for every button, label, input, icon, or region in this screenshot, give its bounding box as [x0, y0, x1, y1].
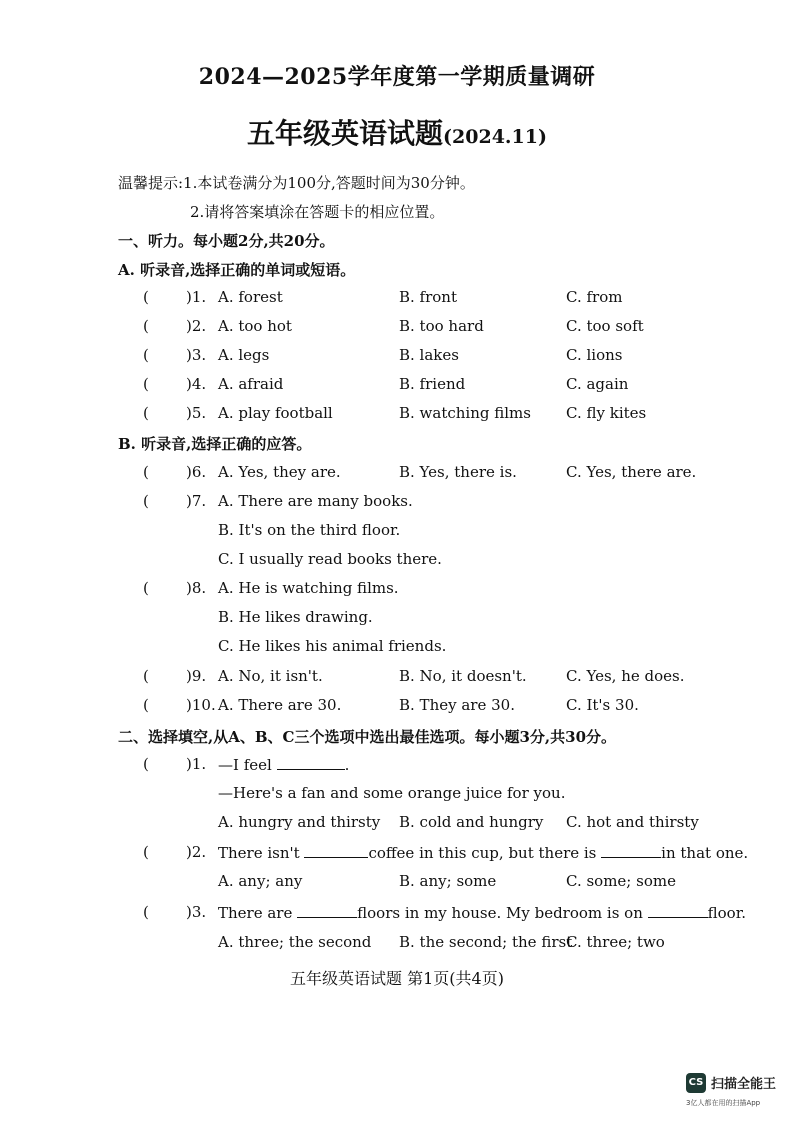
option-c: C. from: [566, 288, 623, 306]
stem-part: There are: [218, 904, 293, 922]
answer-blank: [304, 843, 368, 858]
question-stem: [218, 903, 746, 922]
answer-paren: (: [143, 346, 149, 364]
stem-part: .: [344, 756, 350, 774]
option-c: C. lions: [566, 346, 623, 364]
option-b: B. watching films: [399, 404, 531, 422]
scanner-app-tagline: 3亿人都在用的扫描App: [686, 1099, 761, 1107]
option-b: B. too hard: [399, 317, 484, 335]
option-c: C. Yes, there are.: [566, 463, 697, 481]
answer-paren: (: [143, 843, 149, 861]
question-number: )2.: [186, 317, 207, 335]
option-b: B. It's on the third floor.: [218, 521, 401, 539]
section-1-heading: 一、听力。每小题2分,共20分。: [118, 232, 335, 250]
answer-blank: [297, 903, 357, 918]
stem-part: There isn't: [218, 844, 300, 862]
tip-line-2: 2.请将答案填涂在答题卡的相应位置。: [190, 203, 445, 221]
question-number: )8.: [186, 579, 207, 597]
answer-paren: (: [143, 404, 149, 422]
option-b: B. He likes drawing.: [218, 608, 373, 626]
part-b-heading: B. 听录音,选择正确的应答。: [118, 435, 312, 453]
exam-title-main: 五年级英语试题: [247, 117, 444, 150]
question-number: )9.: [186, 667, 207, 685]
option-c: C. again: [566, 375, 629, 393]
option-c: C. It's 30.: [566, 696, 639, 714]
option-b: B. any; some: [399, 872, 497, 890]
option-a: A. play football: [218, 404, 333, 422]
question-stem: [218, 755, 349, 774]
exam-date: (2024.11): [443, 126, 547, 148]
option-c: C. three; two: [566, 933, 665, 951]
option-c: C. He likes his animal friends.: [218, 637, 447, 655]
answer-paren: (: [143, 492, 149, 510]
scanner-app-name: 扫描全能王: [711, 1077, 777, 1092]
option-a: A. too hot: [218, 317, 292, 335]
question-number: )1.: [186, 755, 207, 773]
stem-part: —I feel: [218, 756, 272, 774]
question-number: )4.: [186, 375, 207, 393]
option-c: C. fly kites: [566, 404, 647, 422]
answer-paren: (: [143, 696, 149, 714]
option-b: B. Yes, there is.: [399, 463, 517, 481]
question-number: )2.: [186, 843, 207, 861]
question-number: )1.: [186, 288, 207, 306]
page-footer: 五年级英语试题 第1页(共4页): [290, 969, 504, 988]
section-2-heading: 二、选择填空,从A、B、C三个选项中选出最佳选项。每小题3分,共30分。: [118, 728, 617, 746]
option-a: A. Yes, they are.: [218, 463, 341, 481]
answer-paren: (: [143, 579, 149, 597]
answer-paren: (: [143, 755, 149, 773]
stem-part: in that one.: [661, 844, 749, 862]
option-b: B. They are 30.: [399, 696, 515, 714]
question-stem: [218, 843, 748, 862]
option-c: C. too soft: [566, 317, 644, 335]
answer-paren: (: [143, 667, 149, 685]
exam-title-term: 2024—2025学年度第一学期质量调研: [198, 64, 596, 90]
question-stem-line-2: —Here's a fan and some orange juice for you.: [218, 784, 566, 802]
scanner-logo-icon: CS: [686, 1073, 706, 1093]
stem-part: floors in my house. My bedroom is on: [357, 904, 643, 922]
part-a-heading: A. 听录音,选择正确的单词或短语。: [118, 261, 356, 279]
option-b: B. front: [399, 288, 458, 306]
option-a: A. afraid: [218, 375, 284, 393]
option-c: C. I usually read books there.: [218, 550, 442, 568]
option-b: B. cold and hungry: [399, 813, 544, 831]
answer-paren: (: [143, 288, 149, 306]
question-number: )5.: [186, 404, 207, 422]
option-a: A. hungry and thirsty: [218, 813, 381, 831]
answer-paren: (: [143, 317, 149, 335]
question-number: )3.: [186, 346, 207, 364]
question-number: )10.: [186, 696, 216, 714]
answer-blank: [601, 843, 661, 858]
answer-blank: [277, 755, 345, 770]
tip-line-1: 温馨提示:1.本试卷满分为100分,答题时间为30分钟。: [118, 174, 475, 192]
option-a: A. three; the second: [218, 933, 372, 951]
answer-blank: [648, 903, 708, 918]
option-a: A. legs: [218, 346, 270, 364]
option-a: A. There are 30.: [218, 696, 342, 714]
option-c: C. some; some: [566, 872, 676, 890]
option-a: A. There are many books.: [218, 492, 413, 510]
question-number: )3.: [186, 903, 207, 921]
option-b: B. lakes: [399, 346, 459, 364]
exam-title: [0, 112, 794, 152]
option-a: A. forest: [218, 288, 283, 306]
answer-paren: (: [143, 463, 149, 481]
question-number: )7.: [186, 492, 207, 510]
stem-part: coffee in this cup, but there is: [368, 844, 597, 862]
option-a: A. any; any: [218, 872, 303, 890]
option-c: C. hot and thirsty: [566, 813, 699, 831]
answer-paren: (: [143, 375, 149, 393]
option-a: A. He is watching films.: [218, 579, 399, 597]
option-a: A. No, it isn't.: [218, 667, 323, 685]
question-number: )6.: [186, 463, 207, 481]
stem-part: floor.: [707, 904, 746, 922]
option-b: B. friend: [399, 375, 466, 393]
option-c: C. Yes, he does.: [566, 667, 685, 685]
answer-paren: (: [143, 903, 149, 921]
option-b: B. the second; the first: [399, 933, 573, 951]
option-b: B. No, it doesn't.: [399, 667, 527, 685]
